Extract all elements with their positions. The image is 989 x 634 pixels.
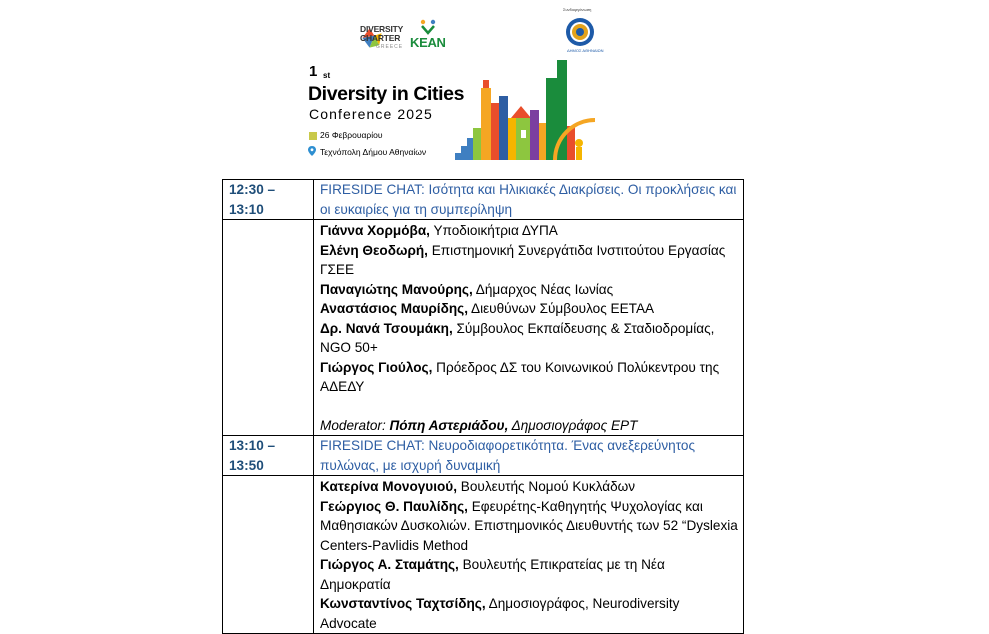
speakers-row: [223, 220, 744, 436]
session-time: 12:30 – 13:10: [223, 180, 314, 220]
kean-logo-icon: [419, 18, 437, 36]
program-table: [222, 179, 744, 634]
speaker-item: Δρ. Νανά Τσουμάκη, Σύμβουλος Εκπαίδευσης & Σταδιοδρομίας, NGO 50+: [320, 320, 715, 355]
seal-caption: Συνδιοργάνωση: [563, 7, 592, 12]
kean-logo-text: ΚΕΑΝ: [410, 35, 446, 50]
calendar-icon: [309, 132, 317, 140]
session-title: FIRESIDE CHAT: Ισότητα και Ηλικιακές Διακρίσεις. Οι προκλήσεις και οι ευκαιρίες για τη συμπερίληψη: [314, 180, 744, 220]
speaker-item: Γιώργος Γιούλος, Πρόεδρος ΔΣ του Κοινωνικού Πολύκεντρου της ΑΔΕΔΥ: [320, 359, 720, 394]
diversity-charter-name: DIVERSITY CHARTER: [360, 24, 404, 43]
speakers-cell: [314, 476, 744, 634]
session-time: 13:10 – 13:50: [223, 436, 314, 476]
speaker-item: Κατερίνα Μονογυιού, Βουλευτής Νομού Κυκλάδων: [320, 479, 636, 494]
speakers-cell: [314, 220, 744, 436]
city-skyline-illustration-icon: [455, 58, 600, 160]
moderator-item: Moderator: Πόπη Αστεριάδου, Δημοσιογράφος ΕΡΤ: [320, 417, 638, 433]
session-title: FIRESIDE CHAT: Νευροδιαφορετικότητα. Ένας ανεξερεύνητος πυλώνας, με ισχυρή δυναμική: [314, 436, 744, 476]
seal-subtext: ΔΗΜΟΣ ΑΘΗΝΑΙΩΝ: [567, 48, 604, 53]
conference-number-suffix: st: [323, 71, 331, 80]
conference-venue: Τεχνόπολη Δήμου Αθηναίων: [320, 147, 427, 157]
speaker-item: Κωνσταντίνος Ταχτσίδης, Δημοσιογράφος, Neurodiversity Advocate: [320, 596, 680, 631]
conference-number: 1: [309, 63, 318, 80]
session-row: [223, 436, 744, 476]
conference-title: Diversity in Cities: [308, 83, 465, 105]
conference-date: 26 Φεβρουαρίου: [320, 130, 383, 140]
speakers-row: [223, 476, 744, 634]
diversity-charter-sub: GREECE: [376, 44, 404, 50]
athens-seal-icon: [565, 17, 595, 47]
speaker-item: Γεώργιος Θ. Παυλίδης, Εφευρέτης-Καθηγητής Ψυχολογίας και Μαθησιακών Δυσκολιών. Επιστημονικός Διευθυντής των 52 “Dyslexia Centers-Pavlidis Method: [320, 498, 738, 553]
speaker-item: Ελένη Θεοδωρή, Επιστημονική Συνεργάτιδα Ινστιτούτου Εργασίας ΓΣΕΕ: [320, 242, 726, 277]
speaker-item: Γιώργος Α. Σταμάτης, Βουλευτής Επικρατείας με τη Νέα Δημοκρατία: [320, 557, 665, 592]
speaker-item: Αναστάσιος Μαυρίδης, Διευθύνων Σύμβουλος ΕΕΤΑΑ: [320, 301, 655, 316]
session-row: [223, 180, 744, 220]
location-pin-icon: [308, 146, 316, 156]
speaker-item: Παναγιώτης Μανούρης, Δήμαρχος Νέας Ιωνίας: [320, 281, 614, 297]
conference-subtitle: Conference 2025: [309, 106, 433, 122]
empty-cell: [223, 476, 314, 634]
speaker-item: Γιάννα Χορμόβα, Υποδιοικήτρια ΔΥΠΑ: [320, 223, 558, 238]
empty-cell: [223, 220, 314, 436]
